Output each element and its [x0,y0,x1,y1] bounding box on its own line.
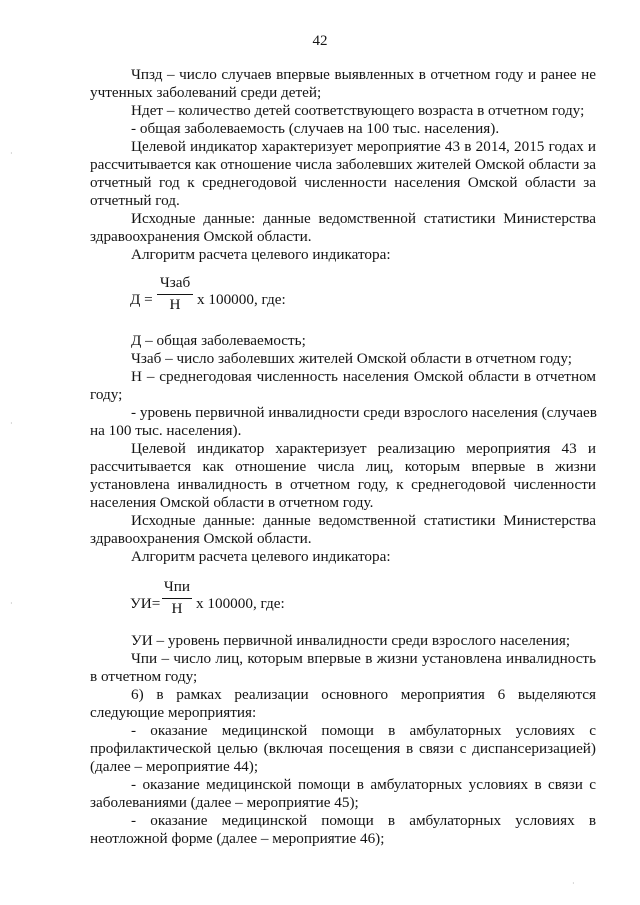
formula-numerator: Чзаб [159,274,191,291]
fraction-bar [162,598,192,599]
text-line: Целевой индикатор характеризует реализацию мероприятия 43 и [131,440,596,457]
text-line: Алгоритм расчета целевого индикатора: [131,548,391,565]
text-line: Алгоритм расчета целевого индикатора: [131,246,391,263]
formula-denominator: Н [171,600,183,617]
scan-mark: · [10,149,13,158]
text-line: рассчитывается как отношение числа лиц, которым впервые в жизни [90,458,596,475]
text-line: Чпи – число лиц, которым впервые в жизни установлена инвалидность [131,650,596,667]
scan-mark: · [10,419,13,428]
text-line: неотложной форме (далее – мероприятие 46); [90,830,385,847]
text-line: профилактической целью (включая посещения в связи с диспансеризацией) [90,740,596,757]
scan-mark: · [10,599,13,608]
text-line: - оказание медицинской помощи в амбулаторных условиях в связи с [131,776,596,793]
text-line: Н – среднегодовая численность населения Омской области в отчетном [131,368,596,385]
fraction-bar [157,294,193,295]
text-line: здравоохранения Омской области. [90,228,312,245]
text-line: - оказание медицинской помощи в амбулаторных условиях в [131,812,596,829]
text-line: Исходные данные: данные ведомственной статистики Министерства [131,210,596,227]
text-line: - уровень первичной инвалидности среди взрослого населения (случаев [131,404,597,421]
text-line: Чпзд – число случаев впервые выявленных в отчетном году и ранее не [131,66,596,83]
text-line: - общая заболеваемость (случаев на 100 тыс. населения). [131,120,500,137]
formula-fraction [162,578,192,618]
formula-denominator: Н [169,296,181,313]
text-line: здравоохранения Омской области. [90,530,312,547]
text-line: установлена инвалидность в отчетном году, к среднегодовой численности [90,476,596,493]
formula-numerator: Чпи [163,578,191,595]
text-line: заболеваниями (далее – мероприятие 45); [90,794,359,811]
text-line: рассчитывается как отношение числа заболевших жителей Омской области за [90,156,596,173]
text-line: - оказание медицинской помощи в амбулаторных условиях с [131,722,596,739]
text-line: 6) в рамках реализации основного мероприятия 6 выделяются [131,686,596,703]
text-line: в отчетном году; [90,668,198,685]
formula-fraction [157,274,193,314]
text-line: Чзаб – число заболевших жителей Омской области в отчетном году; [131,350,573,367]
formula-lhs: Д = [130,291,153,308]
text-line: Целевой индикатор характеризует мероприятие 43 в 2014, 2015 годах и [131,138,596,155]
text-line: (далее – мероприятие 44); [90,758,259,775]
formula-lhs: УИ= [130,595,161,612]
text-line: Ндет – количество детей соответствующего возраста в отчетном году; [131,102,585,119]
scan-mark: · [572,879,575,888]
text-line: населения Омской области в отчетном году. [90,494,374,511]
text-line: году; [90,386,123,403]
text-line: на 100 тыс. населения). [90,422,242,439]
formula-rhs: x 100000, где: [196,595,285,612]
text-line: УИ – уровень первичной инвалидности среди взрослого населения; [131,632,571,649]
text-line: отчетный год к среднегодовой численности населения Омской области за [90,174,596,191]
page-number: 42 [312,33,328,49]
text-line: учтенных заболеваний среди детей; [90,84,322,101]
formula-rhs: x 100000, где: [197,291,286,308]
text-line: Д – общая заболеваемость; [131,332,306,349]
text-line: следующие мероприятия: [90,704,257,721]
text-line: Исходные данные: данные ведомственной статистики Министерства [131,512,596,529]
text-line: отчетный год. [90,192,180,209]
